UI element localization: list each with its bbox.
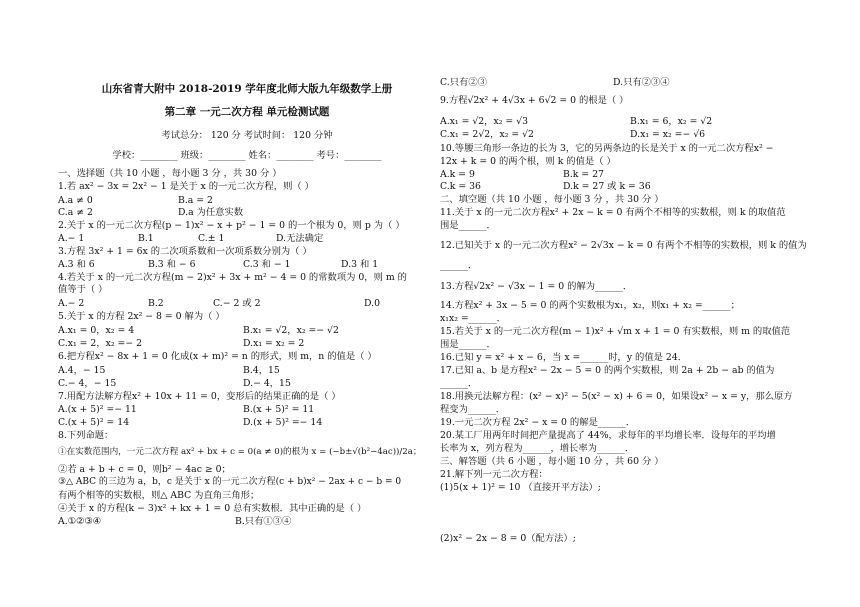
question-17-cont: ______． [440,378,478,389]
option: A.− 1 [58,233,85,244]
option: D.− 4，15 [243,378,291,389]
question-15-cont: 围是______． [440,339,496,350]
option: A.− 2 [58,298,85,309]
option: D.x₁ = x₂ = 2 [243,338,305,349]
question-5: 5.关于 x 的方程 2x² − 8 = 0 解为（ ） [58,311,225,322]
question-10-cont: 12x + k = 0 的两个根，则 k 的值是（ ） [440,156,616,167]
student-fields: 学校：________ 班级：________ 姓名：________ 考号：________ [112,150,382,161]
proposition-3: ③△ ABC 的三边为 a，b，c 是关于 x 的一元二次方程(c + b)x² − 2ax + c − b = 0 [58,477,402,487]
question-8: 8.下列命题： [58,430,114,441]
page-title: 山东省青大附中 2018-2019 学年度北师大版九年级数学上册 [101,83,393,95]
section-heading: 三、解答题（共 6 小题 ，每小题 10 分 ，共 60 分 ） [440,456,664,467]
exam-meta: 考试总分： 120 分 考试时间： 120 分钟 [161,130,333,141]
option: B.2 [148,298,164,309]
proposition-4: ④关于 x 的方程(k − 3)x² + kx + 1 = 0 总有实数根．其中正确的是（ ） [58,503,367,514]
option: B.只有①③④ [235,516,292,527]
option: A.①②③④ [58,516,102,527]
question-20: 20.某工厂用两年时间把产量提高了 44%，求每年的平均增长率．设每年的平均增 [440,430,776,441]
question-12-cont: ______． [440,260,478,271]
option: D.x₁ = x₂ =− √6 [630,129,706,140]
option: A.x₁ = 0，x₂ = 4 [58,325,135,336]
option: D.3 和 1 [341,259,379,270]
question-21-part-2: (2)x² − 2x − 8 = 0（配方法）; [440,533,576,544]
option: A.k = 9 [440,169,475,180]
option: A.x₁ = √2，x₂ = √3 [440,116,528,127]
question-18: 18.用换元法解方程：(x² − x)² − 5(x² − x) + 6 = 0，如果设x² − x = y，那么原方 [440,391,793,402]
question-20-cont: 长率为 x，列方程为______，增长率为______． [440,443,635,454]
question-13: 13.方程√2x² − √3x − 1 = 0 的解为______． [440,281,633,292]
option: A.4，− 15 [58,365,106,376]
question-14-cont: x₁x₂ =______． [440,313,506,324]
question-18-cont: 程变为______． [440,404,506,415]
section-heading: 二、填空题（共 10 小题 ，每小题 3 分 ，共 30 分 ） [440,194,664,205]
question-11: 11.关于 x 的一元二次方程x² + 2x − k = 0 有两个不相等的实数根，则 k 的取值范 [440,207,786,218]
option: C.只有②③ [440,77,487,88]
option: C.3 和 − 1 [243,259,291,270]
option: C.a ≠ 2 [58,207,93,218]
question-12: 12.已知关于 x 的一元二次方程x² − 2√3x − k = 0 有两个不相等的实数根，则 k 的值为 [440,240,807,251]
question-11-cont: 围是______． [440,220,496,231]
question-21-part-1: (1)5(x + 1)² = 10 （直接开平方法）; [440,482,601,493]
question-21: 21.解下列一元二次方程： [440,469,548,480]
option: C.− 4，− 15 [58,378,117,389]
proposition-2: ②若 a + b + c = 0，则b² − 4ac ≥ 0； [58,464,231,475]
proposition-1: ①在实数范围内，一元二次方程 ax² + bx + c = 0(a ≠ 0)的根为 x = (−b±√(b²−4ac))/2a； [58,447,422,457]
option: D.k = 27 或 k = 36 [563,181,651,192]
question-7: 7.用配方法解方程x² + 10x + 11 = 0，变形后的结果正确的是（ ） [58,391,341,402]
option: C.± 1 [198,233,225,244]
page-subtitle: 第二章 一元二次方程 单元检测试题 [164,106,330,118]
option: B.4，15 [243,365,280,376]
question-9: 9.方程√2x² + 4√3x + 6√2 = 0 的根是（ ） [440,95,629,106]
question-2: 2.关于 x 的一元二次方程(p − 1)x² − x + p² − 1 = 0 的一个根为 0，则 p 为（ ） [58,220,405,231]
option: C.x₁ = 2√2，x₂ = √2 [440,129,534,140]
question-10: 10.等腰三角形一条边的长为 3，它的另两条边的长是关于 x 的一元二次方程x² − [440,143,774,154]
option: A.3 和 6 [58,259,95,270]
question-16: 16.已知 y = x² + x − 6，当 x =______时，y 的值是 24． [440,352,688,363]
option: D.无法确定 [276,233,324,244]
question-4-cont: 值等于（ ） [58,284,108,295]
option: B.1 [138,233,154,244]
option: A.a ≠ 0 [58,195,93,206]
option: D.只有②③④ [613,77,670,88]
question-4: 4.若关于 x 的一元二次方程(m − 2)x² + 3x + m² − 4 = 0 的常数项为 0，则 m 的 [58,272,407,283]
question-17: 17.已知 a、b 是方程x² − 2x − 5 = 0 的两个实数根，则 2a + 2b − ab 的值为 [440,365,775,376]
question-15: 15.若关于 x 的一元二次方程(m − 1)x² + √m x + 1 = 0 有实数根，则 m 的取值范 [440,326,791,337]
option: D.a 为任意实数 [178,207,244,218]
option: B.x₁ = 6，x₂ = √2 [630,116,713,127]
question-14: 14.方程x² + 3x − 5 = 0 的两个实数根为x₁，x₂，则x₁ + x₂ =______； [440,300,740,311]
option: A.(x + 5)² =− 11 [58,404,137,415]
question-19: 19.一元二次方程 2x² − x = 0 的解是______． [440,417,635,428]
option: B.x₁ = √2，x₂ =− √2 [243,325,339,336]
option: B.3 和 − 6 [148,259,196,270]
section-heading: 一、选择题（共 10 小题 ，每小题 3 分 ，共 30 分 ） [58,168,282,179]
option: B.a = 2 [178,195,213,206]
option: D.(x + 5)² =− 14 [243,417,323,428]
question-1: 1.若 ax² − 3x = 2x² − 1 是关于 x 的一元二次方程，则（ ） [58,181,314,192]
proposition-3-cont: 有两个相等的实数根，则△ ABC 为直角三角形； [58,490,260,501]
option: C.− 2 或 2 [213,298,261,309]
option: B.k = 27 [563,169,604,180]
option: C.(x + 5)² = 14 [58,417,130,428]
option: C.k = 36 [440,181,481,192]
option: B.(x + 5)² = 11 [243,404,315,415]
question-6: 6.把方程x² − 8x + 1 = 0 化成(x + m)² = n 的形式，则 m，n 的值是（ ） [58,351,377,362]
question-3: 3.方程 3x² + 1 = 6x 的二次项系数和一次项系数分别为（ ） [58,246,312,257]
option: C.x₁ = 2，x₂ =− 2 [58,338,142,349]
option: D.0 [364,298,380,309]
